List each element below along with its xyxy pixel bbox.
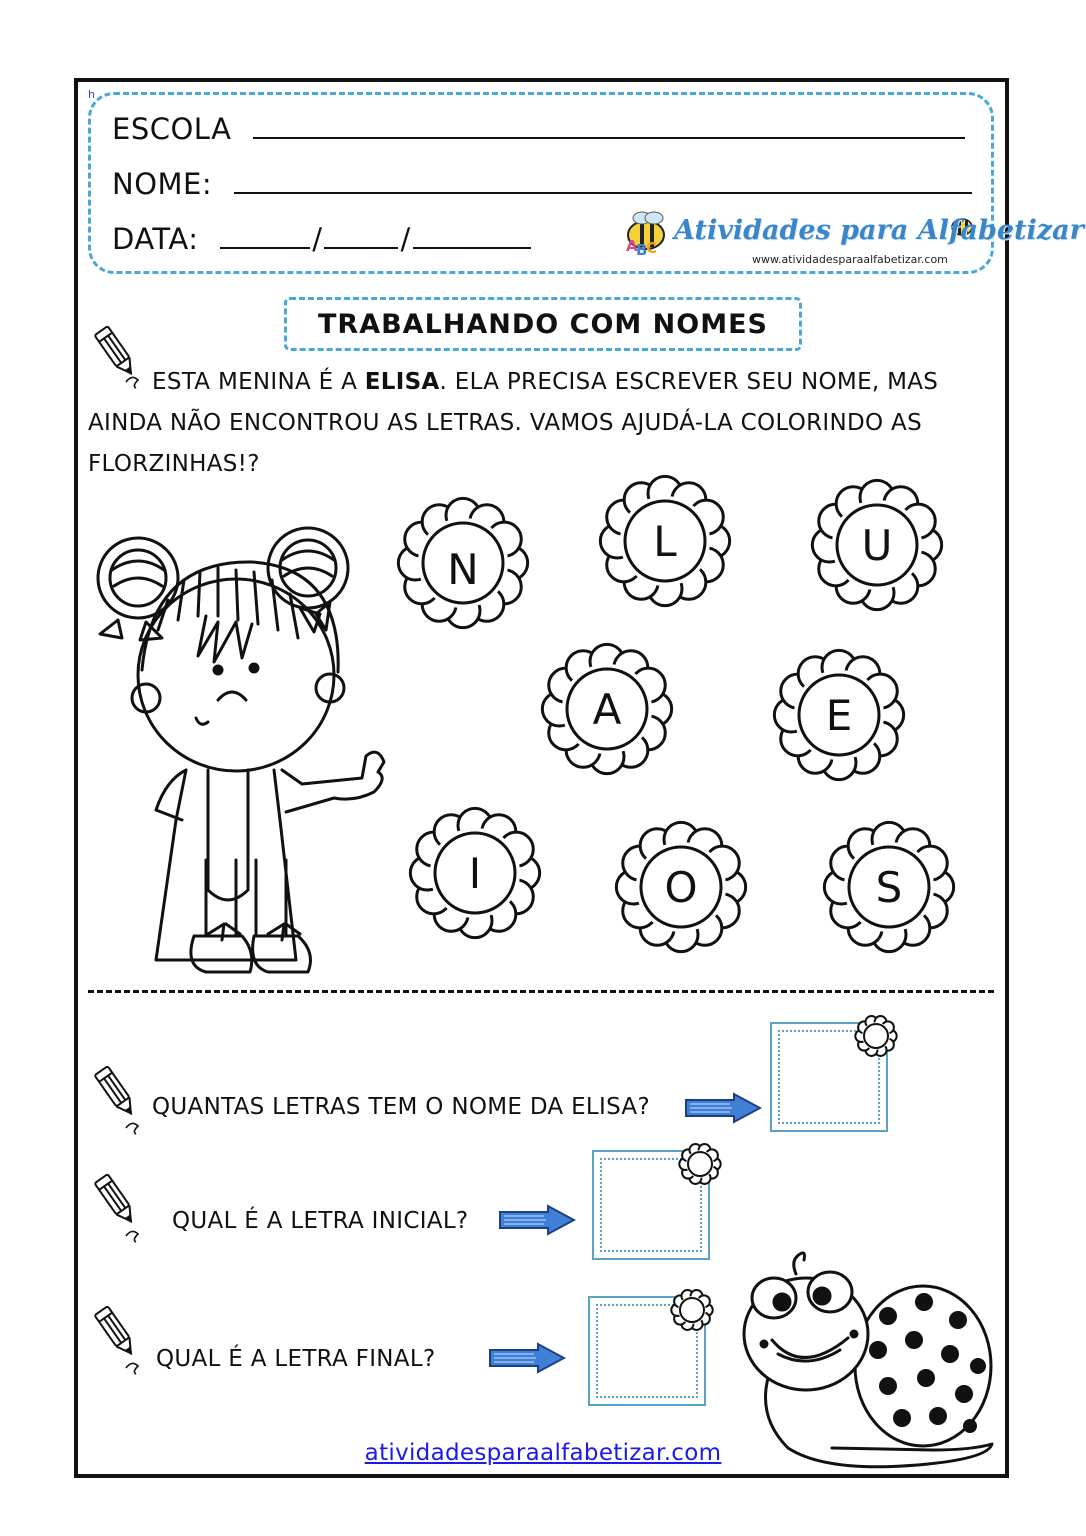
flower-letter: O <box>664 862 698 912</box>
logo-url: www.atividadesparaalfabetizar.com <box>752 253 948 266</box>
section-divider <box>88 990 994 993</box>
flower-icon <box>674 1138 726 1190</box>
instruction-line-2: AINDA NÃO ENCONTROU AS LETRAS. VAMOS AJUDÁ-LA COLORINDO AS <box>88 410 922 436</box>
flower-icon <box>850 1010 902 1062</box>
flower-icon <box>666 1284 718 1336</box>
flower[interactable] <box>532 634 682 784</box>
title-box <box>284 297 802 351</box>
name-field[interactable] <box>234 168 972 194</box>
question-final-letter: QUAL É A LETRA FINAL? <box>156 1346 436 1372</box>
svg-text:B: B <box>636 241 648 259</box>
flower-letter: N <box>447 544 479 594</box>
arrow-right-icon <box>684 1092 762 1124</box>
flower[interactable] <box>388 488 538 638</box>
instruction-text: ESTA MENINA É A <box>152 369 365 395</box>
footer-link[interactable]: atividadesparaalfabetizar.com <box>364 1440 722 1466</box>
svg-text:A: A <box>626 237 638 255</box>
date-year-field[interactable] <box>413 225 531 249</box>
flower[interactable] <box>764 640 914 790</box>
svg-text:C: C <box>646 239 658 257</box>
logo-text: Atividades para Alfabetizar <box>674 215 1084 246</box>
school-line <box>112 112 965 146</box>
flower[interactable] <box>814 812 964 962</box>
instruction-text: . ELA PRECISA ESCREVER SEU NOME, MAS <box>439 369 939 395</box>
flower[interactable] <box>802 470 952 620</box>
arrow-right-icon <box>498 1204 576 1236</box>
site-logo <box>616 205 1084 271</box>
flower[interactable] <box>606 812 756 962</box>
school-label: ESCOLA <box>112 112 232 146</box>
flower[interactable] <box>400 798 550 948</box>
instruction-line-3: FLORZINHAS!? <box>88 451 260 477</box>
date-line <box>112 222 531 256</box>
flower-letter: E <box>825 690 853 740</box>
flower-letter: S <box>875 862 903 912</box>
question-letter-count: QUANTAS LETRAS TEM O NOME DA ELISA? <box>152 1094 650 1120</box>
pencil-icon <box>86 1302 154 1382</box>
flower-letter: L <box>653 516 677 566</box>
flower-letter: I <box>468 848 482 898</box>
date-month-field[interactable] <box>324 225 398 249</box>
flower-letter: A <box>592 684 622 734</box>
pencil-icon <box>86 1170 154 1250</box>
name-label: NOME: <box>112 167 213 201</box>
arrow-right-icon <box>488 1342 566 1374</box>
flower[interactable] <box>590 466 740 616</box>
school-field[interactable] <box>253 113 965 139</box>
question-initial-letter: QUAL É A LETRA INICIAL? <box>172 1208 469 1234</box>
child-name: ELISA <box>364 369 440 395</box>
date-slash: / <box>312 222 323 256</box>
date-day-field[interactable] <box>220 225 310 249</box>
instructions <box>88 362 988 485</box>
pencil-icon <box>86 1062 154 1142</box>
page-title: TRABALHANDO COM NOMES <box>318 308 768 340</box>
instruction-line-1 <box>88 362 988 403</box>
corner-mark: h <box>88 88 95 101</box>
flower-letter: U <box>861 520 893 570</box>
name-line <box>112 167 972 201</box>
date-slash: / <box>400 222 411 256</box>
girl-illustration <box>86 520 386 990</box>
date-label: DATA: <box>112 222 199 256</box>
